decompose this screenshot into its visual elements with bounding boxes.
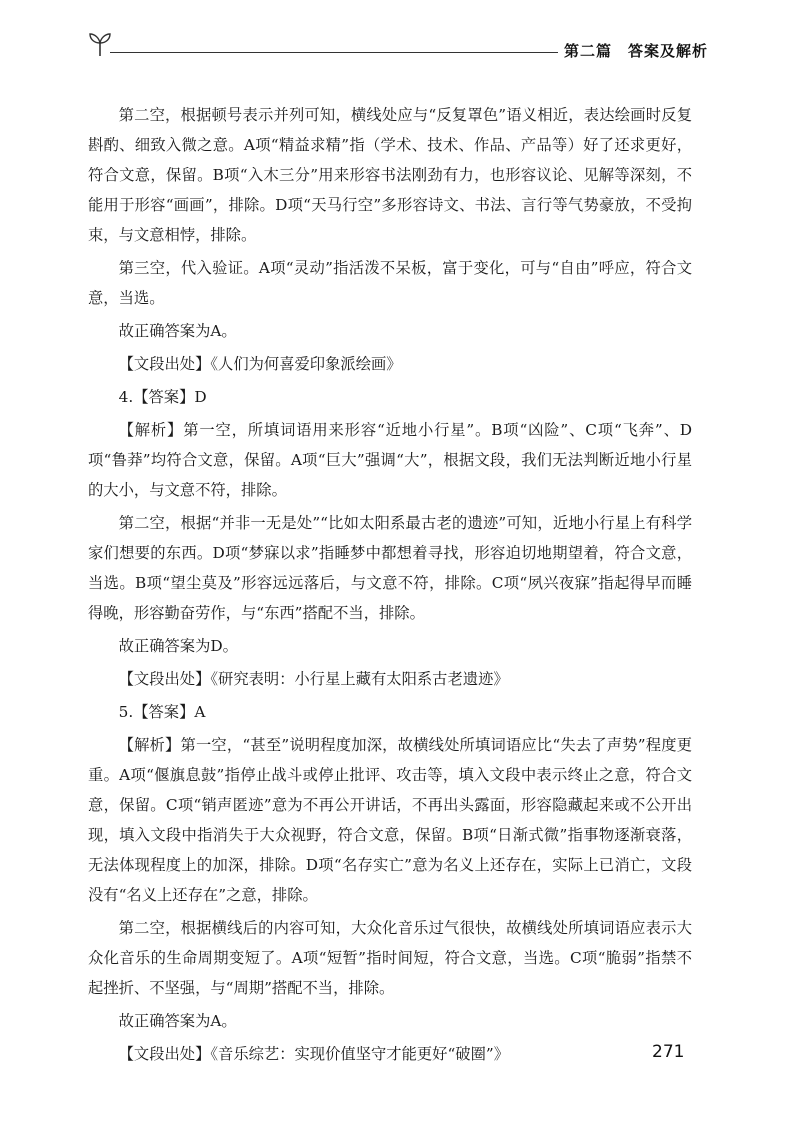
source-line: 【文段出处】《研究表明：小行星上藏有太阳系古老遗迹》: [118, 670, 509, 688]
paragraph: 故正确答案为A。: [118, 322, 237, 340]
analysis-paragraph: 【解析】第一空，“甚至”说明程度加深，故横线处所填词语应比“失去了声势”程度更重。A项“偃旗息鼓”指停止战斗或停止批评、攻击等，填入文段中表示终止之意，符合文意，保留。C项“销声匿迹”意为不再公开讲话，不再出头露面，形容隐藏起来或不公开出现，填入文段中指消失于大众视野，符合文意，保留。B项“日渐式微”指事物逐渐衰落，无法体现程度上的加深，排除。D项“名存实亡”意为名义上还存在，实际上已消亡，文段没有“名义上还存在”之意，排除。: [88, 736, 692, 904]
source-line: 【文段出处】《人们为何喜爱印象派绘画》: [118, 355, 402, 373]
answer-line: 4.【答案】D: [118, 388, 207, 406]
answer-line: 5.【答案】A: [118, 703, 206, 721]
paragraph: 故正确答案为D。: [118, 637, 238, 655]
sprout-icon: [88, 30, 112, 58]
header-rule: [110, 52, 558, 53]
paragraph: 第二空，根据横线后的内容可知，大众化音乐过气很快，故横线处所填词语应表示大众化音乐的生命周期变短了。A项“短暂”指时间短，符合文意，当选。C项“脆弱”指禁不起挫折、不坚强，与“周期”搭配不当，排除。: [88, 919, 692, 997]
paragraph: 第二空，根据顿号表示并列可知，横线处应与“反复罩色”语义相近，表达绘画时反复斟酌、细致入微之意。A项“精益求精”指（学术、技术、作品、产品等）好了还求更好，符合文意，保留。B项“入木三分”用来形容书法刚劲有力，也形容议论、见解等深刻，不能用于形容“画画”，排除。D项“天马行空”多形容诗文、书法、言行等气势豪放，不受拘束，与文意相悖，排除。: [88, 106, 692, 244]
source-line: 【文段出处】《音乐综艺：实现价值坚守才能更好“破圈”》: [118, 1045, 510, 1063]
running-header: [88, 30, 708, 64]
paragraph: 第二空，根据“并非一无是处”“比如太阳系最古老的遗迹”可知，近地小行星上有科学家们想要的东西。D项“梦寐以求”指睡梦中都想着寻找，形容迫切地期望着，符合文意，当选。B项“望尘莫及”形容远远落后，与文意不符，排除。C项“夙兴夜寐”指起得早而睡得晚，形容勤奋劳作，与“东西”搭配不当，排除。: [88, 514, 692, 622]
paragraph: 第三空，代入验证。A项“灵动”指活泼不呆板，富于变化，可与“自由”呼应，符合文意，当选。: [88, 259, 692, 307]
answer-explanations: [88, 100, 692, 1072]
page-number: 271: [652, 1042, 685, 1062]
analysis-paragraph: 【解析】第一空，所填词语用来形容“近地小行星”。B项“凶险”、C项“飞奔”、D项“鲁莽”均符合文意，保留。A项“巨大”强调“大”，根据文段，我们无法判断近地小行星的大小，与文意不符，排除。: [88, 421, 692, 499]
paragraph: 故正确答案为A。: [118, 1012, 237, 1030]
section-title: 第二篇 答案及解析: [563, 42, 708, 60]
